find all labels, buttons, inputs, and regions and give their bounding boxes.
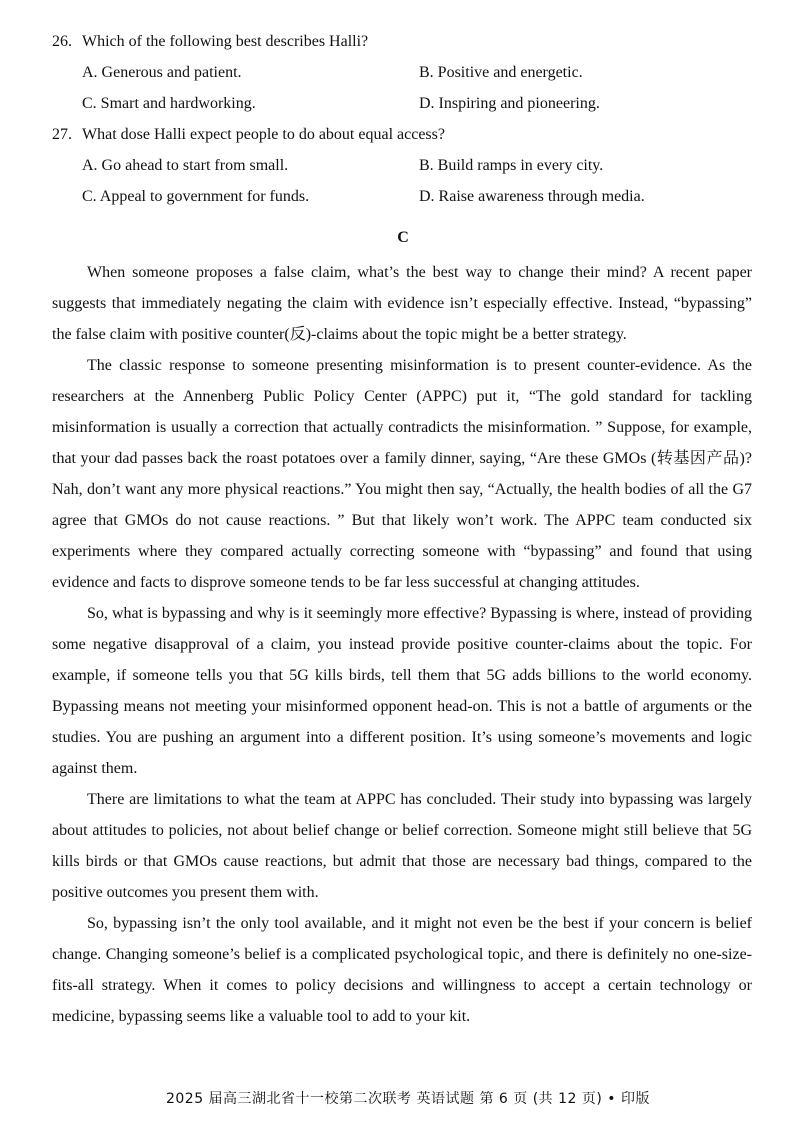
passage-paragraph-5: So, bypassing isn’t the only tool available, and it might not even be the best if your concern is belief change. Changing someone’s belief is a complicated psychological topic, and there is definitely no one-size-fits-all strategy. When it comes to policy decisions and willingness to accept a certain technology or medicine, bypassing seems like a valuable tool to add to your kit.: [52, 915, 752, 1025]
question-text: What dose Halli expect people to do about equal access?: [82, 126, 445, 143]
option-a: A. Go ahead to start from small.: [82, 157, 289, 174]
question-text: Which of the following best describes Halli?: [82, 33, 369, 50]
option-d: D. Raise awareness through media.: [419, 188, 645, 205]
option-b: B. Build ramps in every city.: [419, 157, 604, 174]
passage-paragraph-2: The classic response to someone presenting misinformation is to present counter-evidence. As the researchers at the Annenberg Public Policy Center (APPC) put it, “The gold standard for tackling misinformation is usually a correction that actually contradicts the misinformation. ” Suppose, for example, that your dad passes back the roast potatoes over a family dinner, saying, “Are these GMOs (转基因产品)? Nah, don’t want any more physical reactions.” You might then say, “Actually, the health bodies of all the G7 agree that GMOs do not cause reactions. ” But that likely won’t work. The APPC team conducted six experiments where they compared actually correcting someone with “bypassing” and found that using evidence and facts to disprove someone tends to be far less successful at changing attitudes.: [52, 357, 752, 591]
option-c: C. Appeal to government for funds.: [82, 188, 310, 205]
exam-page: [52, 26, 752, 1032]
option-d: D. Inspiring and pioneering.: [419, 95, 600, 112]
question-number: 27.: [52, 126, 72, 143]
question-number: 26.: [52, 33, 72, 50]
reading-passage: [52, 257, 752, 1032]
question-stem: [52, 26, 752, 57]
option-c: C. Smart and hardworking.: [82, 95, 256, 112]
passage-paragraph-3: So, what is bypassing and why is it seemingly more effective? Bypassing is where, instead of providing some negative disapproval of a claim, you instead provide positive counter-claims about the topic. For example, if someone tells you that 5G kills birds, tell them that 5G adds billions to the world economy. Bypassing means not meeting your misinformed opponent head-on. This is not a battle of arguments or the studies. You are pushing an argument into a different position. It’s using someone’s movements and logic against them.: [52, 605, 752, 777]
question-27: [52, 119, 752, 212]
option-b: B. Positive and energetic.: [419, 64, 583, 81]
passage-paragraph-4: There are limitations to what the team at APPC has concluded. Their study into bypassing was largely about attitudes to policies, not about belief change or belief correction. Someone might still believe that 5G kills birds or that GMOs cause reactions, but admit that those are necessary bad things, compared to the positive outcomes you present them with.: [52, 791, 752, 901]
section-heading: C: [397, 229, 409, 246]
answer-options: [52, 57, 752, 119]
page-footer: 2025 届高三湖北省十一校第二次联考 英语试题 第 6 页 (共 12 页) • 印版: [165, 1091, 651, 1107]
answer-options: [52, 150, 752, 212]
passage-paragraph-1: When someone proposes a false claim, what’s the best way to change their mind? A recent paper suggests that immediately negating the claim with evidence isn’t especially effective. Instead, “bypassing” the false claim with positive counter(反)-claims about the topic might be a better strategy.: [52, 264, 752, 343]
question-stem: [52, 119, 752, 150]
option-a: A. Generous and patient.: [82, 64, 242, 81]
question-26: [52, 26, 752, 119]
